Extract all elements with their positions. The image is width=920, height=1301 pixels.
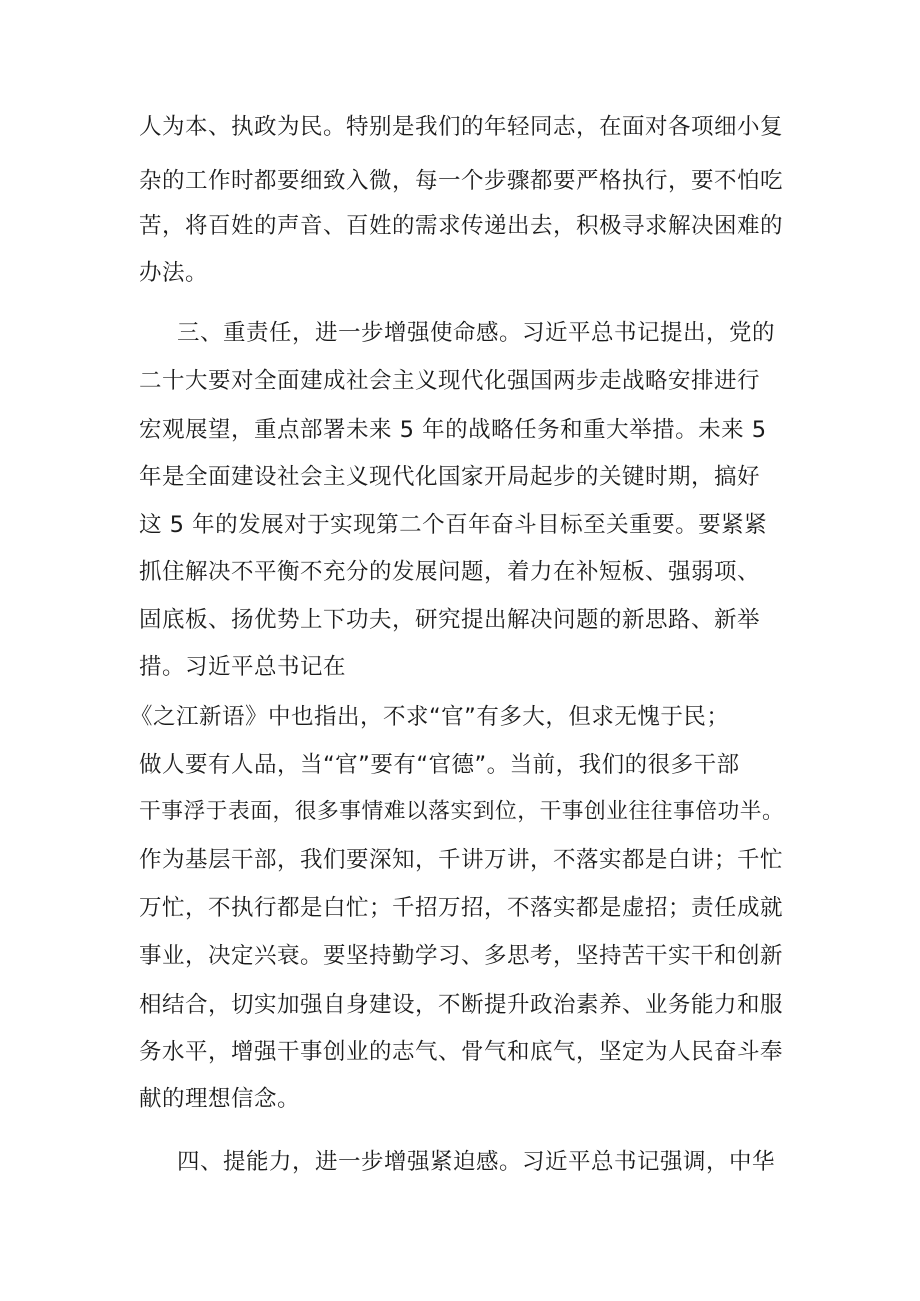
text-line: 事业，决定兴衰。要坚持勤学习、多思考，坚持苦干实干和创新 — [139, 943, 784, 969]
text-line: 固底板、扬优势上下功夫，研究提出解决问题的新思路、新举 — [139, 607, 761, 633]
text-line: 《之江新语》中也指出，不求“官”有多大，但求无愧于民； — [130, 704, 730, 730]
text-line: 作为基层干部，我们要深知，千讲万讲，不落实都是白讲；千忙 — [139, 847, 784, 873]
text-line: 宏观展望，重点部署未来 5 年的战略任务和重大举措。未来 5 — [139, 417, 767, 443]
text-line: 苦，将百姓的声音、百姓的需求传递出去，积极寻求解决困难的 — [139, 213, 784, 239]
text-line: 人为本、执政为民。特别是我们的年轻同志，在面对各项细小复 — [139, 114, 784, 140]
paragraph-heading-4: 四、提能力，进一步增强紧迫感。习近平总书记强调，中华 — [177, 1149, 776, 1175]
text-line: 办法。 — [139, 260, 209, 286]
text-line: 抓住解决不平衡不充分的发展问题，着力在补短板、强弱项、 — [139, 559, 761, 585]
text-line: 务水平，增强干事创业的志气、骨气和底气，坚定为人民奋斗奉 — [139, 1039, 784, 1065]
text-line: 杂的工作时都要细致入微，每一个步骤都要严格执行，要不怕吃 — [139, 168, 784, 194]
text-line: 二十大要对全面建成社会主义现代化强国两步走战略安排进行 — [139, 368, 761, 394]
text-line: 干事浮于表面，很多事情难以落实到位，干事创业往往事倍功半。 — [139, 799, 785, 824]
text-line: 做人要有人品，当“官”要有“官德”。当前，我们的很多干部 — [139, 752, 740, 778]
text-line: 献的理想信念。 — [139, 1086, 301, 1112]
text-line: 这 5 年的发展对于实现第二个百年奋斗目标至关重要。要紧紧 — [139, 512, 768, 538]
text-line: 年是全面建设社会主义现代化国家开局起步的关键时期，搞好 — [139, 464, 761, 490]
text-line: 相结合，切实加强自身建设，不断提升政治素养、业务能力和服 — [139, 992, 784, 1018]
paragraph-heading-3: 三、重责任，进一步增强使命感。习近平总书记提出，党的 — [177, 320, 776, 346]
text-line: 措。习近平总书记在 — [139, 654, 347, 680]
text-line: 万忙，不执行都是白忙；千招万招，不落实都是虚招；责任成就 — [139, 895, 784, 921]
